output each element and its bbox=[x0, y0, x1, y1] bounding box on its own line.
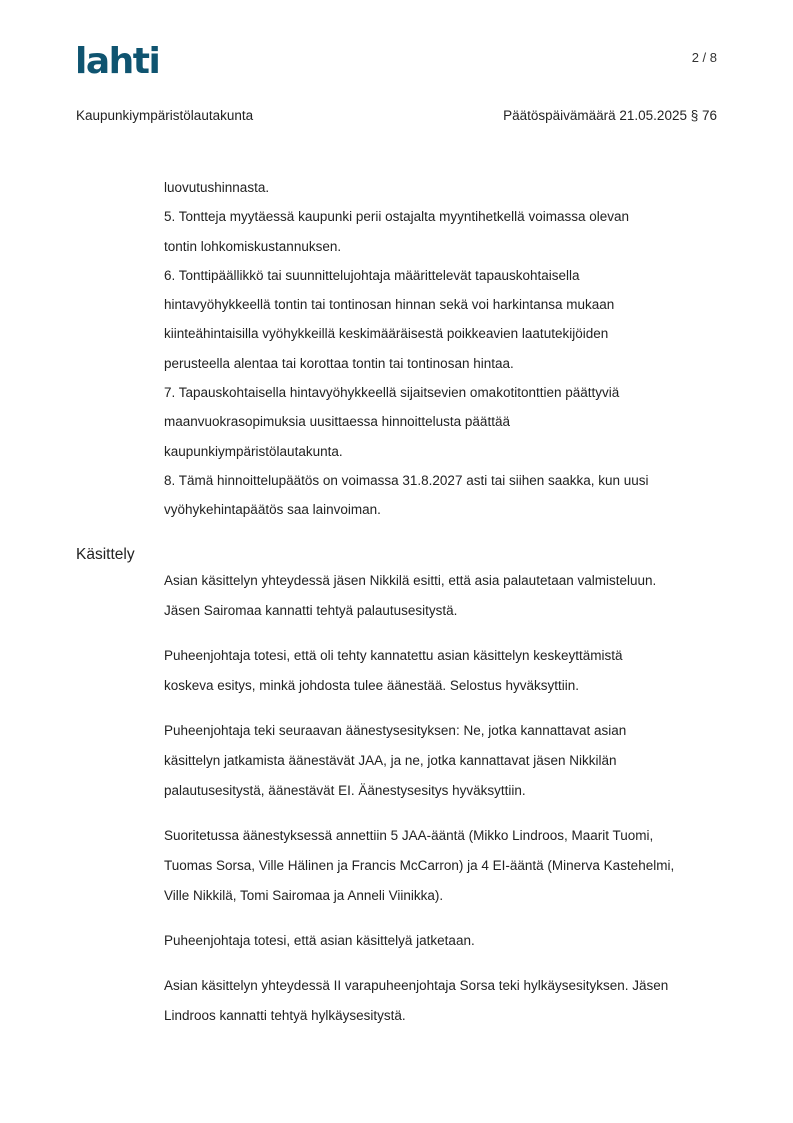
paragraph-line: käsittelyn jatkamista äänestävät JAA, ja ne, jotka kannattavat jäsen Nikkilän bbox=[164, 753, 617, 768]
paragraph-line: koskeva esitys, minkä johdosta tulee äänestää. Selostus hyväksyttiin. bbox=[164, 678, 579, 693]
decision-line: 7. Tapauskohtaisella hintavyöhykkeellä sijaitsevien omakotitonttien päättyviä bbox=[164, 385, 620, 401]
document-header bbox=[76, 108, 717, 123]
paragraph-line: Lindroos kannatti tehtyä hylkäysesitystä. bbox=[164, 1008, 406, 1023]
paragraph bbox=[164, 821, 724, 911]
decision-line: perusteella alentaa tai korottaa tontin tai tontinosan hintaa. bbox=[164, 355, 514, 371]
decision-text bbox=[164, 173, 724, 525]
decision-line: luovutushinnasta. bbox=[164, 180, 270, 195]
decision-line: kaupunkiympäristölautakunta. bbox=[164, 443, 343, 459]
paragraph bbox=[164, 641, 724, 701]
lahti-logo: lahti bbox=[75, 41, 160, 82]
paragraph-line: palautusesitystä, äänestävät EI. Äänestysesitys hyväksyttiin. bbox=[164, 783, 526, 798]
decision-line: 8. Tämä hinnoittelupäätös on voimassa 31.8.2027 asti tai siihen saakka, kun uusi bbox=[164, 472, 649, 488]
paragraph-line: Puheenjohtaja totesi, että asian käsittelyä jatketaan. bbox=[164, 933, 475, 948]
paragraph-line: Puheenjohtaja teki seuraavan äänestysesityksen: Ne, jotka kannattavat asian bbox=[164, 723, 627, 738]
paragraph-line: Asian käsittelyn yhteydessä II varapuheenjohtaja Sorsa teki hylkäysesityksen. Jäsen bbox=[164, 978, 669, 993]
decision-line: maanvuokrasopimuksia uusittaessa hinnoittelusta päättää bbox=[164, 414, 510, 430]
paragraph bbox=[164, 716, 724, 806]
paragraph-line: Jäsen Sairomaa kannatti tehtyä palautusesitystä. bbox=[164, 603, 458, 618]
paragraph-line: Asian käsittelyn yhteydessä jäsen Nikkilä esitti, että asia palautetaan valmisteluun. bbox=[164, 573, 657, 588]
paragraph-line: Suoritetussa äänestyksessä annettiin 5 JAA-ääntä (Mikko Lindroos, Maarit Tuomi, bbox=[164, 828, 654, 843]
paragraph-line: Ville Nikkilä, Tomi Sairomaa ja Anneli Viinikka). bbox=[164, 888, 444, 903]
paragraph bbox=[164, 566, 724, 626]
decision-line: 5. Tontteja myytäessä kaupunki perii ostajalta myyntihetkellä voimassa olevan bbox=[164, 209, 629, 225]
processing-section bbox=[164, 566, 724, 1046]
decision-line: tontin lohkomiskustannuksen. bbox=[164, 238, 342, 254]
paragraph-line: Puheenjohtaja totesi, että oli tehty kannatettu asian käsittelyn keskeyttämistä bbox=[164, 648, 623, 663]
section-heading: Käsittely bbox=[76, 546, 135, 563]
decision-line: hintavyöhykkeellä tontin tai tontinosan hinnan sekä voi harkintansa mukaan bbox=[164, 297, 615, 313]
decision-line: 6. Tonttipäällikkö tai suunnittelujohtaja määrittelevät tapauskohtaisella bbox=[164, 267, 580, 283]
decision-date: Päätöspäivämäärä 21.05.2025 § 76 bbox=[503, 108, 717, 123]
decision-line: kiinteähintaisilla vyöhykkeillä keskimääräisestä poikkeavien laatutekijöiden bbox=[164, 326, 609, 342]
paragraph-line: Tuomas Sorsa, Ville Hälinen ja Francis McCarron) ja 4 EI-ääntä (Minerva Kastehelmi, bbox=[164, 858, 675, 873]
paragraph bbox=[164, 926, 724, 956]
decision-line: vyöhykehintapäätös saa lainvoiman. bbox=[164, 502, 381, 518]
paragraph bbox=[164, 971, 724, 1031]
page-number: 2 / 8 bbox=[691, 50, 717, 65]
committee-name: Kaupunkiympäristölautakunta bbox=[76, 108, 254, 123]
